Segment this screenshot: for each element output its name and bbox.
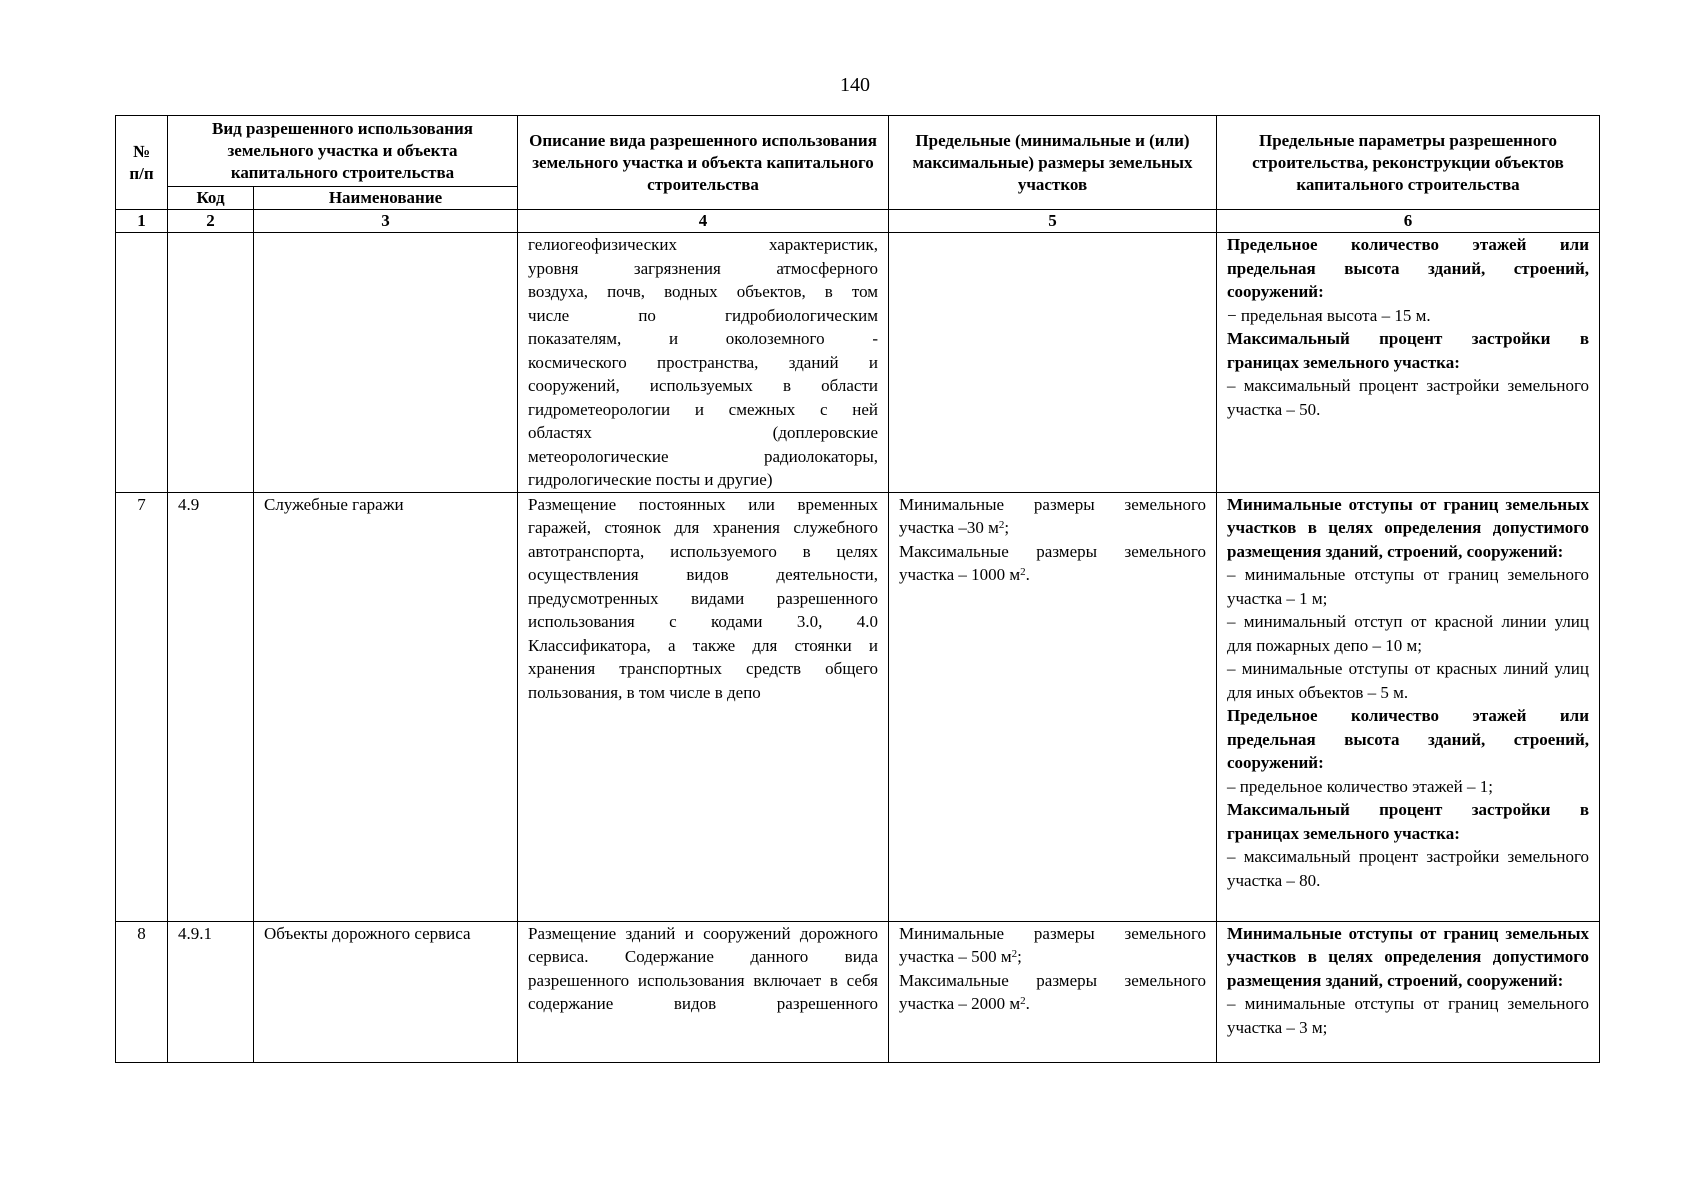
description-line: числе по гидробиологическим	[528, 305, 878, 325]
param-text: – минимальный отступ от красной линии улиц для пожарных депо – 10 м;	[1227, 612, 1589, 655]
row-name: Служебные гаражи	[254, 492, 518, 921]
row-parameters	[1217, 233, 1600, 493]
param-text: – предельное количество этажей – 1;	[1227, 776, 1493, 796]
size-min-end: ;	[1017, 947, 1022, 966]
description-line: областях (доплеровские	[528, 423, 878, 442]
description-line: воздуха, почв, водных объектов, в том	[528, 282, 878, 301]
size-max-end: .	[1025, 994, 1030, 1013]
row-description: Размещение постоянных или временных гаражей, стоянок для хранения служебного автотранспорта, используемого в целях осуществления видов деятельности, предусмотренных видами разрешенного использования с кодами 3.0, 4.0 Классификатора, а также для стоянки и хранения транспортных средств общего пользования, в том числе в депо	[518, 492, 889, 921]
param-heading: Предельное количество этажей или предельная высота зданий, строений, сооружений:	[1227, 235, 1589, 301]
header-name: Наименование	[254, 187, 518, 210]
description-line: метеорологические радиолокаторы,	[528, 446, 878, 466]
row-code: 4.9.1	[168, 921, 254, 1062]
header-kind: Вид разрешенного использования земельного участка и объекта капитального строительства	[168, 116, 518, 187]
description-line: гидрометеорологии и смежных с ней	[528, 399, 878, 419]
description-line: гидрологические посты и другие)	[528, 470, 773, 489]
size-max-end: .	[1025, 565, 1030, 584]
size-max: Максимальные размеры земельного участка – 2000 м	[899, 970, 1206, 1013]
row-plot-size	[889, 233, 1217, 493]
land-use-table	[115, 115, 1600, 1063]
page-number: 140	[840, 74, 870, 96]
row-number	[116, 233, 168, 493]
param-text: − предельная высота – 15 м.	[1227, 305, 1431, 325]
size-superscript: 2	[998, 519, 1005, 531]
description-line: уровня загрязнения атмосферного	[528, 258, 878, 278]
header-description: Описание вида разрешенного использования земельного участка и объекта капитального строительства	[518, 116, 889, 210]
param-heading: Минимальные отступы от границ земельных участков в целях определения допустимого размещения зданий, строений, сооружений:	[1227, 923, 1589, 990]
header-number: № п/п	[116, 116, 168, 210]
param-heading: Максимальный процент застройки в границах земельного участка:	[1227, 329, 1589, 372]
column-number: 1	[116, 210, 168, 233]
row-plot-size	[889, 921, 1217, 1062]
header-parameters: Предельные параметры разрешенного строительства, реконструкции объектов капитального строительства	[1217, 116, 1600, 210]
description-line: сооружений, используемых в области	[528, 376, 878, 395]
size-superscript: 2	[1011, 948, 1018, 960]
column-number: 5	[889, 210, 1217, 233]
description-line: показателям, и околоземного -	[528, 329, 878, 348]
column-number: 2	[168, 210, 254, 233]
param-text: – минимальные отступы от красных линий улиц для иных объектов – 5 м.	[1227, 659, 1589, 702]
column-number: 3	[254, 210, 518, 233]
row-parameters	[1217, 492, 1600, 921]
column-number: 6	[1217, 210, 1600, 233]
param-heading: Максимальный процент застройки в границах земельного участка:	[1227, 800, 1589, 843]
param-heading: Предельное количество этажей или предельная высота зданий, строений, сооружений:	[1227, 706, 1589, 772]
row-description: Размещение зданий и сооружений дорожного сервиса. Содержание данного вида разрешенного использования включает в себя содержание видов разрешенного	[518, 921, 889, 1062]
row-number: 8	[116, 921, 168, 1062]
size-min: Минимальные размеры земельного участка – 500 м	[899, 923, 1206, 966]
size-superscript: 2	[1020, 995, 1026, 1007]
param-text: – максимальный процент застройки земельного участка – 80.	[1227, 847, 1589, 890]
row-code	[168, 233, 254, 493]
description-line: космического пространства, зданий и	[528, 352, 878, 372]
row-description	[518, 233, 889, 493]
table-row	[116, 492, 1600, 921]
param-heading: Минимальные отступы от границ земельных участков в целях определения допустимого размещения зданий, строений, сооружений:	[1227, 494, 1589, 561]
size-max: Максимальные размеры земельного участка – 1000 м	[899, 541, 1206, 584]
description-line: гелиогеофизических характеристик,	[528, 235, 878, 254]
row-name	[254, 233, 518, 493]
header-plot-size: Предельные (минимальные и (или) максимальные) размеры земельных участков	[889, 116, 1217, 210]
param-text: – минимальные отступы от границ земельного участка – 3 м;	[1227, 994, 1589, 1037]
row-parameters	[1217, 921, 1600, 1062]
row-code: 4.9	[168, 492, 254, 921]
table-row	[116, 921, 1600, 1062]
row-number: 7	[116, 492, 168, 921]
header-code: Код	[168, 187, 254, 210]
row-name: Объекты дорожного сервиса	[254, 921, 518, 1062]
size-min: Минимальные размеры земельного участка –30 м	[899, 494, 1206, 537]
size-min-end: ;	[1004, 518, 1010, 537]
column-number: 4	[518, 210, 889, 233]
table-row	[116, 233, 1600, 493]
param-text: – максимальный процент застройки земельного участка – 50.	[1227, 376, 1589, 419]
row-plot-size	[889, 492, 1217, 921]
size-superscript: 2	[1020, 566, 1026, 578]
param-text: – минимальные отступы от границ земельного участка – 1 м;	[1227, 565, 1589, 608]
